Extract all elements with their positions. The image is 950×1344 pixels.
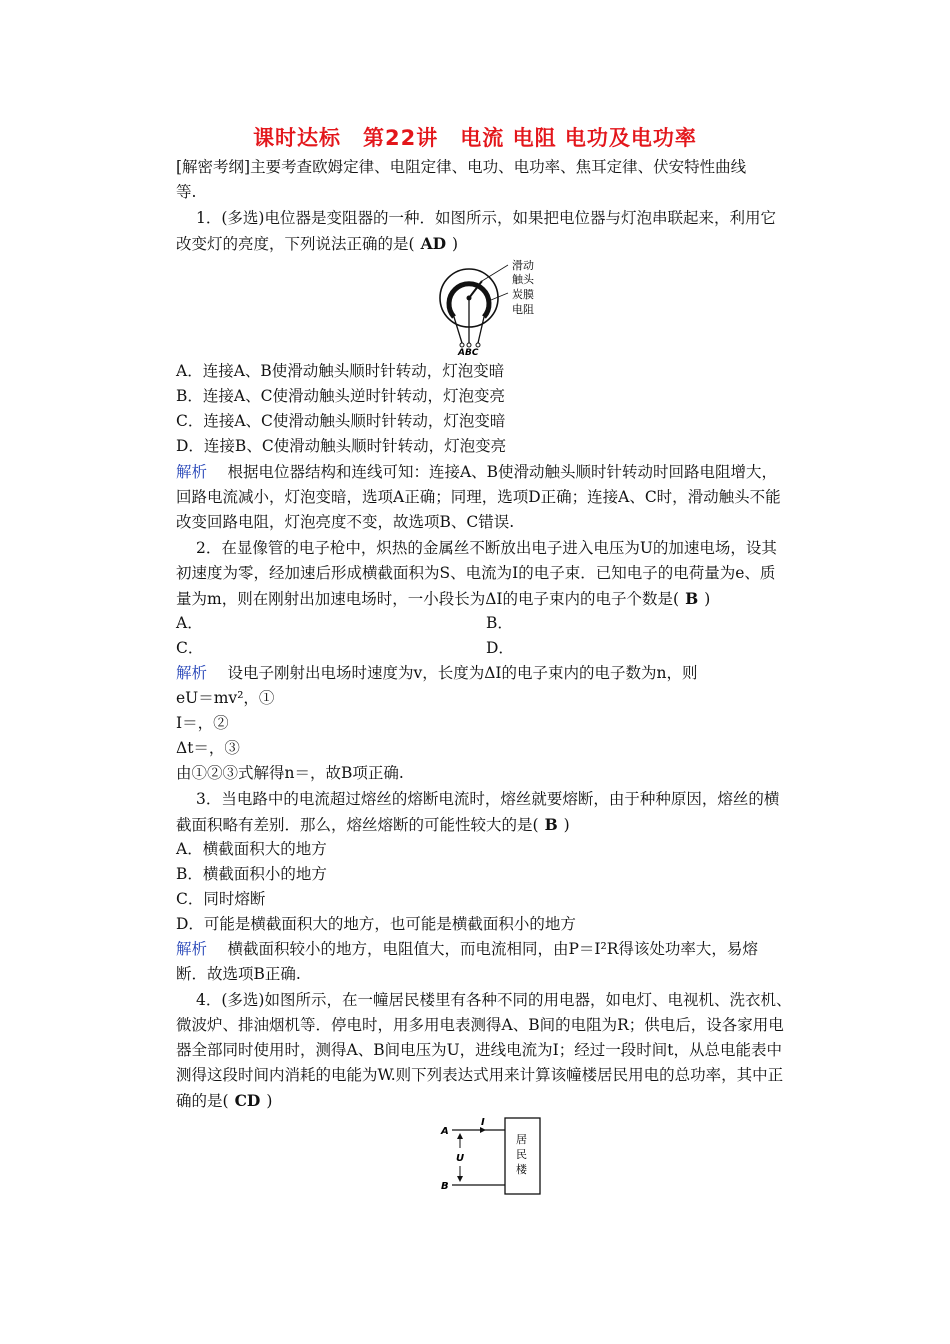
q2-option-a: A．	[176, 614, 203, 632]
q1-option-b: B．连接A、C使滑动触头逆时针转动，灯泡变亮	[176, 387, 505, 405]
q1-option-a: A．连接A、B使滑动触头顺时针转动，灯泡变暗	[176, 362, 505, 380]
q3-analysis-line: 解析 横截面积较小的地方，电阻值大，而电流相同，由P＝I²R得该处功率大，易熔	[176, 940, 758, 958]
analysis-label: 解析	[176, 664, 208, 682]
label-building-1: 居	[516, 1133, 527, 1146]
q1-option-d: D．连接B、C使滑动触头顺时针转动，灯泡变亮	[176, 437, 507, 455]
label-a: A	[441, 1126, 449, 1137]
label-i: I	[481, 1117, 485, 1128]
q1-stem: 1．(多选)电位器是变阻器的一种．如图所示，如果把电位器与灯泡串联起来，利用它	[196, 209, 776, 227]
q1-analysis-line: 改变回路电阻，灯泡亮度不变，故选项B、C错误.	[176, 513, 515, 531]
q1-analysis-line: 解析 根据电位器结构和连线可知：连接A、B使滑动触头顺时针转动时回路电阻增大，	[176, 463, 778, 481]
label-film-2: 电阻	[512, 303, 534, 316]
label-slider-2: 触头	[512, 273, 534, 286]
q3-analysis-line: 断．故选项B正确.	[176, 965, 301, 983]
label-slider-1: 滑动	[512, 259, 534, 272]
q2-equation-1: eU＝mv²，①	[176, 689, 275, 707]
q2-option-b: B．	[486, 614, 513, 632]
intro-line: [解密考纲]主要考查欧姆定律、电阻定律、电功、电功率、焦耳定律、伏安特性曲线	[176, 158, 747, 176]
building-circuit-figure	[436, 1112, 546, 1198]
label-building-3: 楼	[516, 1163, 527, 1176]
label-building-2: 民	[516, 1148, 527, 1161]
q3-option-b: B．横截面积小的地方	[176, 865, 327, 883]
q2-equation-3: Δt＝，③	[176, 739, 240, 757]
q2-option-c: C．	[176, 639, 204, 657]
label-b: B	[441, 1181, 449, 1192]
q2-stem-end: 量为m，则在刚射出加速电场时，一小段长为ΔI的电子束内的电子个数是( B )	[176, 589, 711, 608]
q2-conclusion: 由①②③式解得n＝，故B项正确.	[176, 764, 404, 782]
q4-stem: 4．(多选)如图所示，在一幢居民楼里有各种不同的用电器，如电灯、电视机、洗衣机、	[196, 991, 792, 1009]
analysis-label: 解析	[176, 940, 208, 958]
q4-stem-end: 确的是( CD )	[176, 1091, 273, 1110]
q1-option-c: C．连接A、C使滑动触头顺时针转动，灯泡变暗	[176, 412, 506, 430]
potentiometer-figure	[436, 255, 548, 357]
q2-answer: B	[685, 589, 699, 608]
label-film-1: 炭膜	[512, 288, 534, 301]
q3-option-c: C．同时熔断	[176, 890, 266, 908]
q3-answer: B	[544, 815, 558, 834]
q1-stem-end: 改变灯的亮度，下列说法正确的是( AD )	[176, 234, 459, 253]
q2-stem: 初速度为零，经加速后形成横截面积为S、电流为I的电子束．已知电子的电荷量为e、质	[176, 564, 776, 582]
q2-equation-2: I＝，②	[176, 714, 229, 732]
q3-option-a: A．横截面积大的地方	[176, 840, 327, 858]
label-u: U	[456, 1153, 465, 1164]
q4-stem: 微波炉、排油烟机等．停电时，用多用电表测得A、B间的电阻为R；供电后，设各家用电	[176, 1016, 784, 1034]
q4-stem: 测得这段时间内消耗的电能为W.则下列表达式用来计算该幢楼居民用电的总功率，其中正	[176, 1066, 784, 1084]
q4-stem: 器全部同时使用时，测得A、B间电压为U，进线电流为I；经过一段时间t，从总电能表中	[176, 1041, 783, 1059]
q1-answer: AD	[420, 234, 447, 253]
q2-stem: 2．在显像管的电子枪中，炽热的金属丝不断放出电子进入电压为U的加速电场，设其	[196, 539, 777, 557]
q3-stem: 3．当电路中的电流超过熔丝的熔断电流时，熔丝就要熔断，由于种种原因，熔丝的横	[196, 790, 780, 808]
q2-analysis-line: 解析 设电子刚射出电场时速度为v，长度为ΔI的电子束内的电子数为n，则	[176, 664, 698, 682]
q3-stem-end: 截面积略有差别．那么，熔丝熔断的可能性较大的是( B )	[176, 815, 570, 834]
analysis-label: 解析	[176, 463, 208, 481]
q3-option-d: D．可能是横截面积大的地方，也可能是横截面积小的地方	[176, 915, 576, 933]
q2-option-d: D．	[486, 639, 514, 657]
q4-answer: CD	[234, 1091, 261, 1110]
page-title: 课时达标 第22讲 电流 电阻 电功及电功率	[253, 126, 697, 150]
label-abc: ABC	[458, 348, 479, 357]
q1-analysis-line: 回路电流减小，灯泡变暗，选项A正确；同理，选项D正确；连接A、C时，滑动触头不能	[176, 488, 781, 506]
intro-line: 等.	[176, 183, 197, 201]
